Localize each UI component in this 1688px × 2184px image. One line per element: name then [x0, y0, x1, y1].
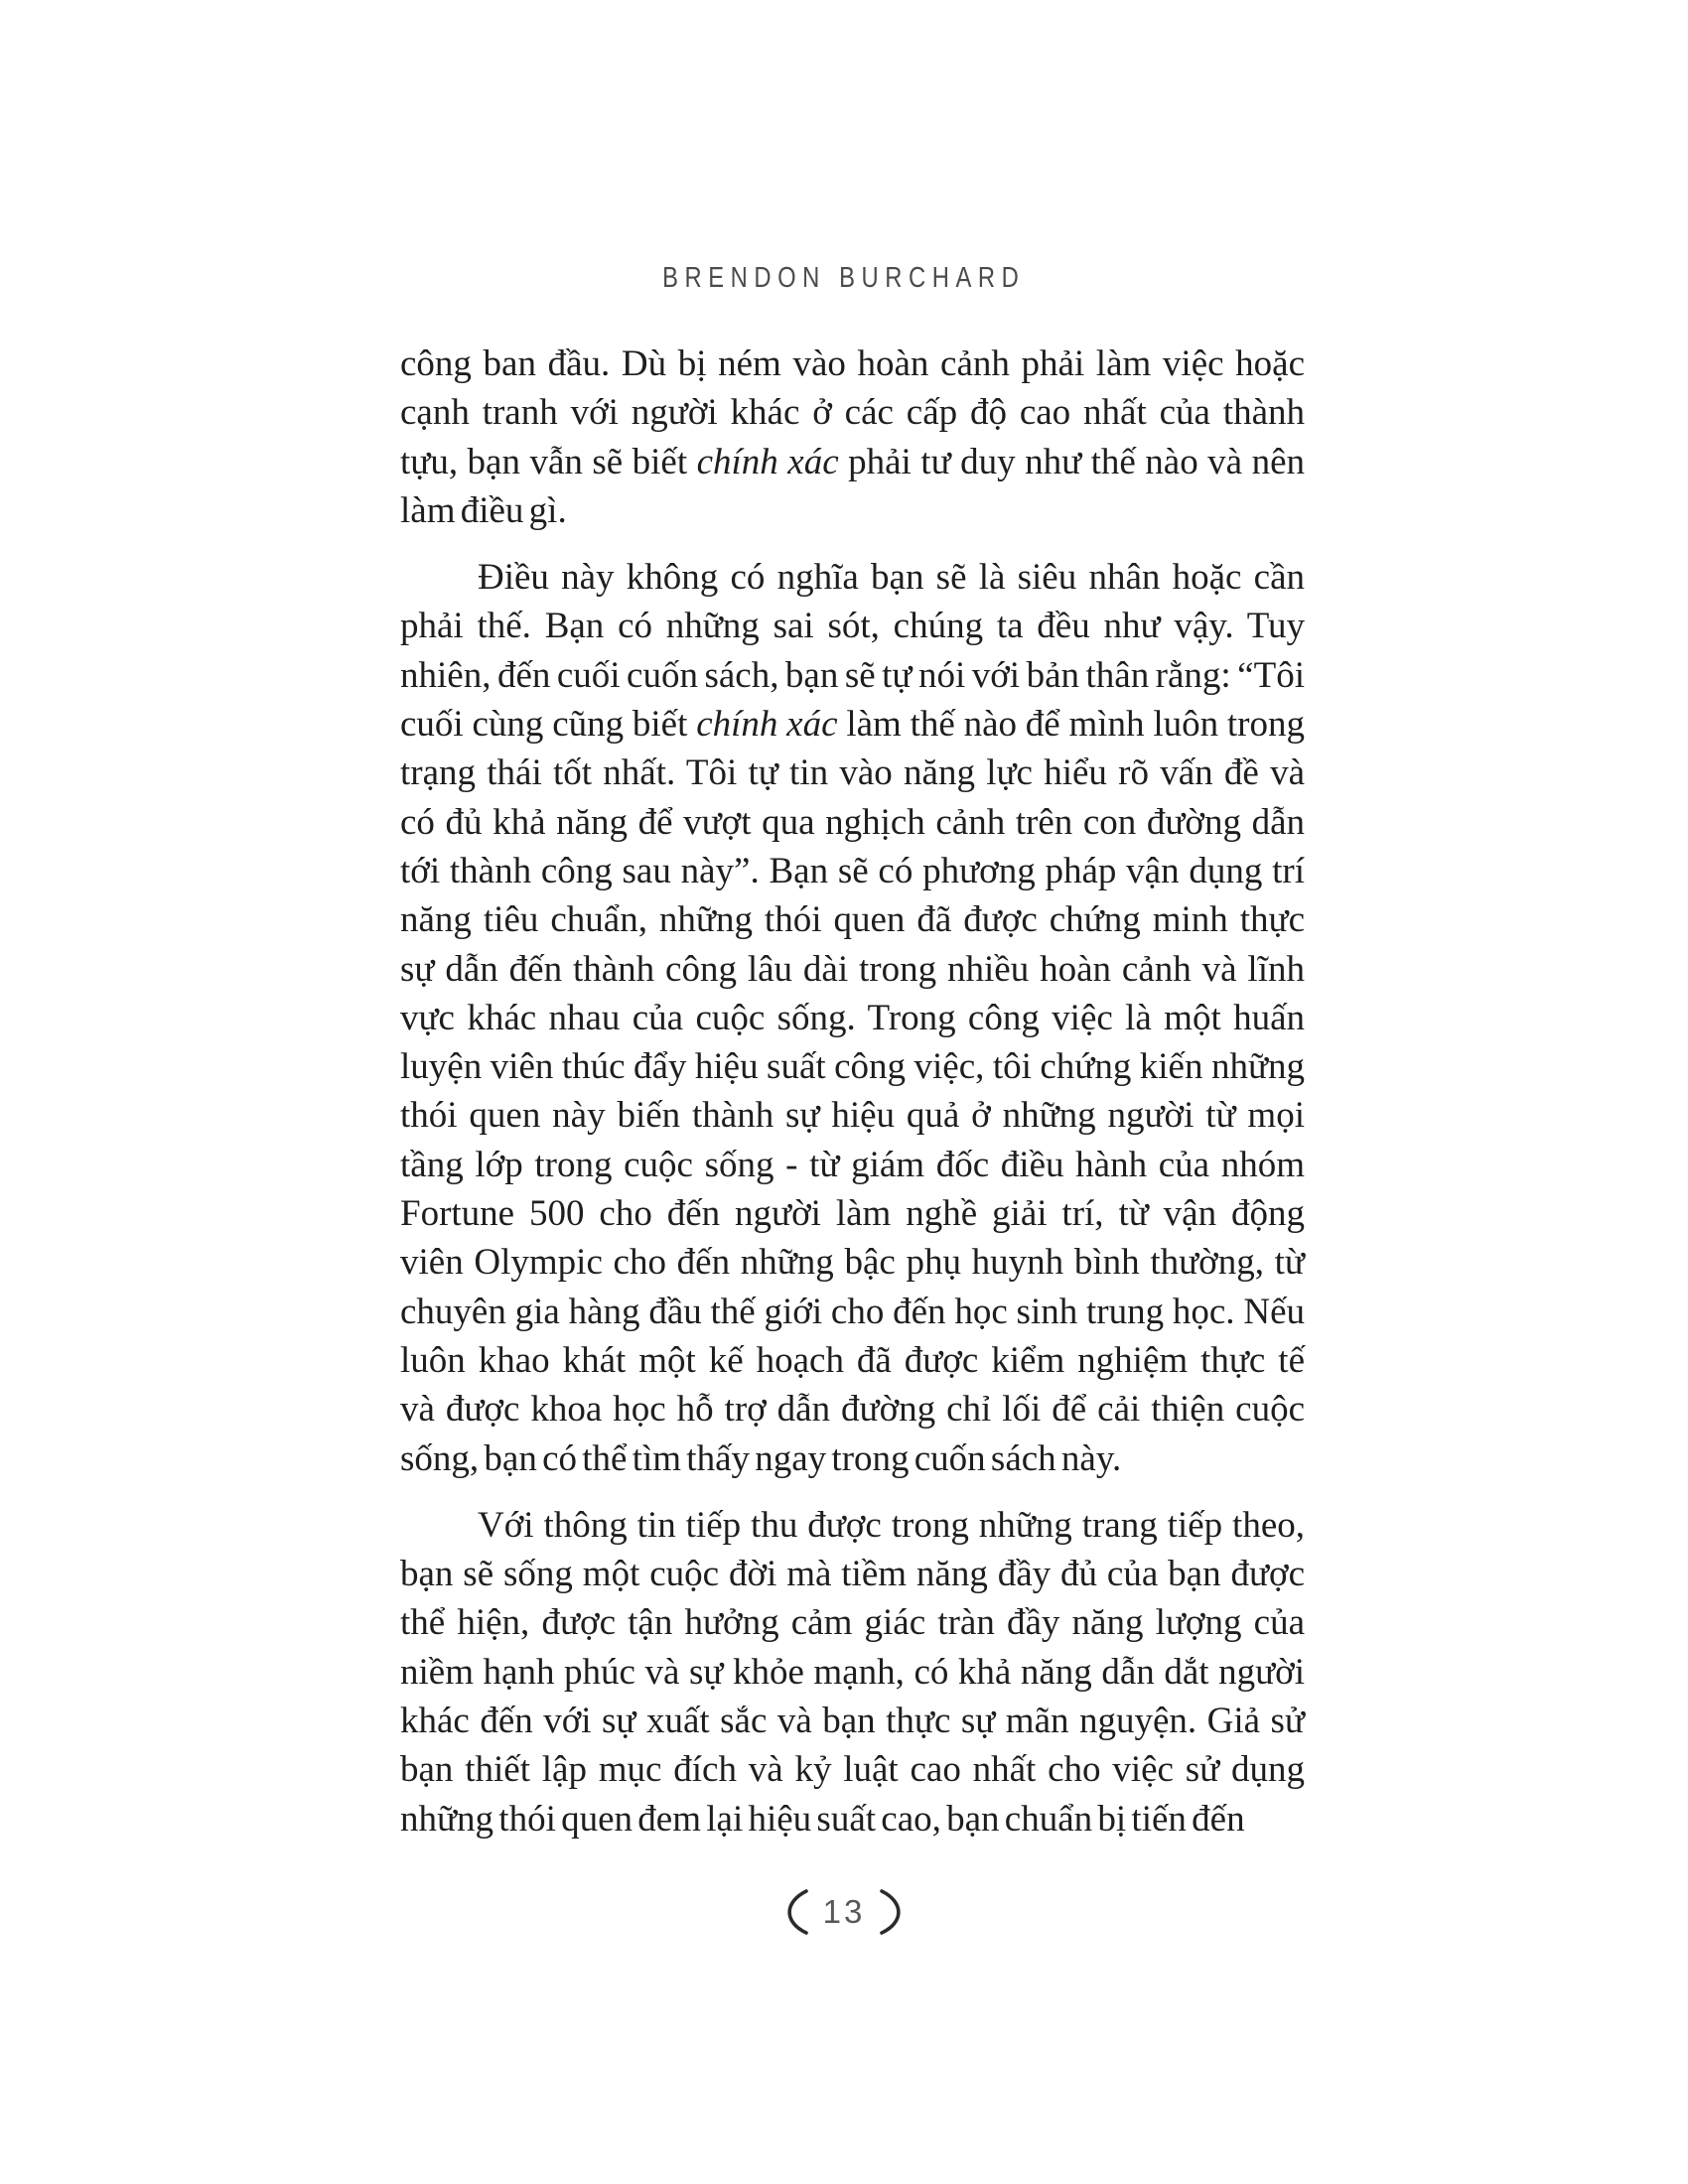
- running-header-author: BRENDON BURCHARD: [662, 262, 1026, 294]
- text-line: có đủ khả năng để vượt qua nghịch cảnh trên con đường dẫn: [400, 801, 1305, 843]
- text-line: làm điều gì.: [400, 489, 567, 531]
- text-line: tầng lớp trong cuộc sống - từ giám đốc điều hành của nhóm: [400, 1144, 1305, 1185]
- text-line: chuyên gia hàng đầu thế giới cho đến học sinh trung học. Nếu: [400, 1291, 1305, 1332]
- text-line: Fortune 500 cho đến người làm nghề giải trí, từ vận động: [400, 1193, 1305, 1235]
- text-line: sự dẫn đến thành công lâu dài trong nhiều hoàn cảnh và lĩnh: [400, 948, 1305, 990]
- text-line: cạnh tranh với người khác ở các cấp độ cao nhất của thành: [400, 392, 1305, 434]
- text-line: niềm hạnh phúc và sự khỏe mạnh, có khả năng dẫn dắt người: [400, 1651, 1305, 1693]
- text-line: luôn khao khát một kế hoạch đã được kiểm nghiệm thực tế: [400, 1339, 1305, 1381]
- text-line: thể hiện, được tận hưởng cảm giác tràn đầy năng lượng của: [400, 1602, 1305, 1644]
- text-line: và được khoa học hỗ trợ dẫn đường chỉ lối để cải thiện cuộc: [400, 1389, 1305, 1431]
- text-line: năng tiêu chuẩn, những thói quen đã được chứng minh thực: [400, 899, 1305, 941]
- body-paragraph: [400, 340, 1305, 535]
- page-number: 13: [822, 1892, 866, 1930]
- text-block: [400, 340, 1305, 1861]
- text-line: bạn sẽ sống một cuộc đời mà tiềm năng đầy đủ của bạn được: [400, 1554, 1305, 1595]
- text-line: Điều này không có nghĩa bạn sẽ là siêu nhân hoặc cần: [478, 557, 1305, 599]
- text-line: thói quen này biến thành sự hiệu quả ở những người từ mọi: [400, 1095, 1305, 1137]
- body-paragraph: [400, 553, 1305, 1483]
- text-line: Với thông tin tiếp thu được trong những trang tiếp theo,: [478, 1504, 1305, 1546]
- body-paragraph: [400, 1501, 1305, 1843]
- text-line: khác đến với sự xuất sắc và bạn thực sự mãn nguyện. Giả sử: [400, 1701, 1305, 1742]
- text-line: luyện viên thúc đẩy hiệu suất công việc, tôi chứng kiến những: [400, 1046, 1305, 1088]
- text-line: cuối cùng cũng biết chính xác làm thế nào để mình luôn trong: [400, 704, 1306, 746]
- text-line: tựu, bạn vẫn sẽ biết chính xác phải tư duy như thế nào và nên: [400, 441, 1306, 482]
- text-line: công ban đầu. Dù bị ném vào hoàn cảnh phải làm việc hoặc: [400, 343, 1305, 384]
- text-line: bạn thiết lập mục đích và kỷ luật cao nhất cho việc sử dụng: [400, 1749, 1305, 1791]
- text-line: vực khác nhau của cuộc sống. Trong công việc là một huấn: [400, 997, 1305, 1038]
- running-header: [0, 262, 1688, 295]
- text-line: phải thế. Bạn có những sai sót, chúng ta đều như vậy. Tuy: [400, 606, 1305, 647]
- page-number-left-bracket-icon: [777, 1887, 809, 1937]
- page-number-right-bracket-icon: [879, 1887, 911, 1937]
- text-line: trạng thái tốt nhất. Tôi tự tin vào năng lực hiểu rõ vấn đề và: [400, 752, 1305, 794]
- text-line: tới thành công sau này”. Bạn sẽ có phương pháp vận dụng trí: [400, 850, 1305, 891]
- text-line: nhiên, đến cuối cuốn sách, bạn sẽ tự nói với bản thân rằng: “Tôi: [400, 654, 1305, 696]
- page-footer: [0, 1887, 1688, 1937]
- text-line: những thói quen đem lại hiệu suất cao, bạn chuẩn bị tiến đến: [400, 1798, 1245, 1840]
- text-line: sống, bạn có thể tìm thấy ngay trong cuốn sách này.: [400, 1437, 1122, 1479]
- text-line: viên Olympic cho đến những bậc phụ huynh bình thường, từ: [400, 1242, 1305, 1284]
